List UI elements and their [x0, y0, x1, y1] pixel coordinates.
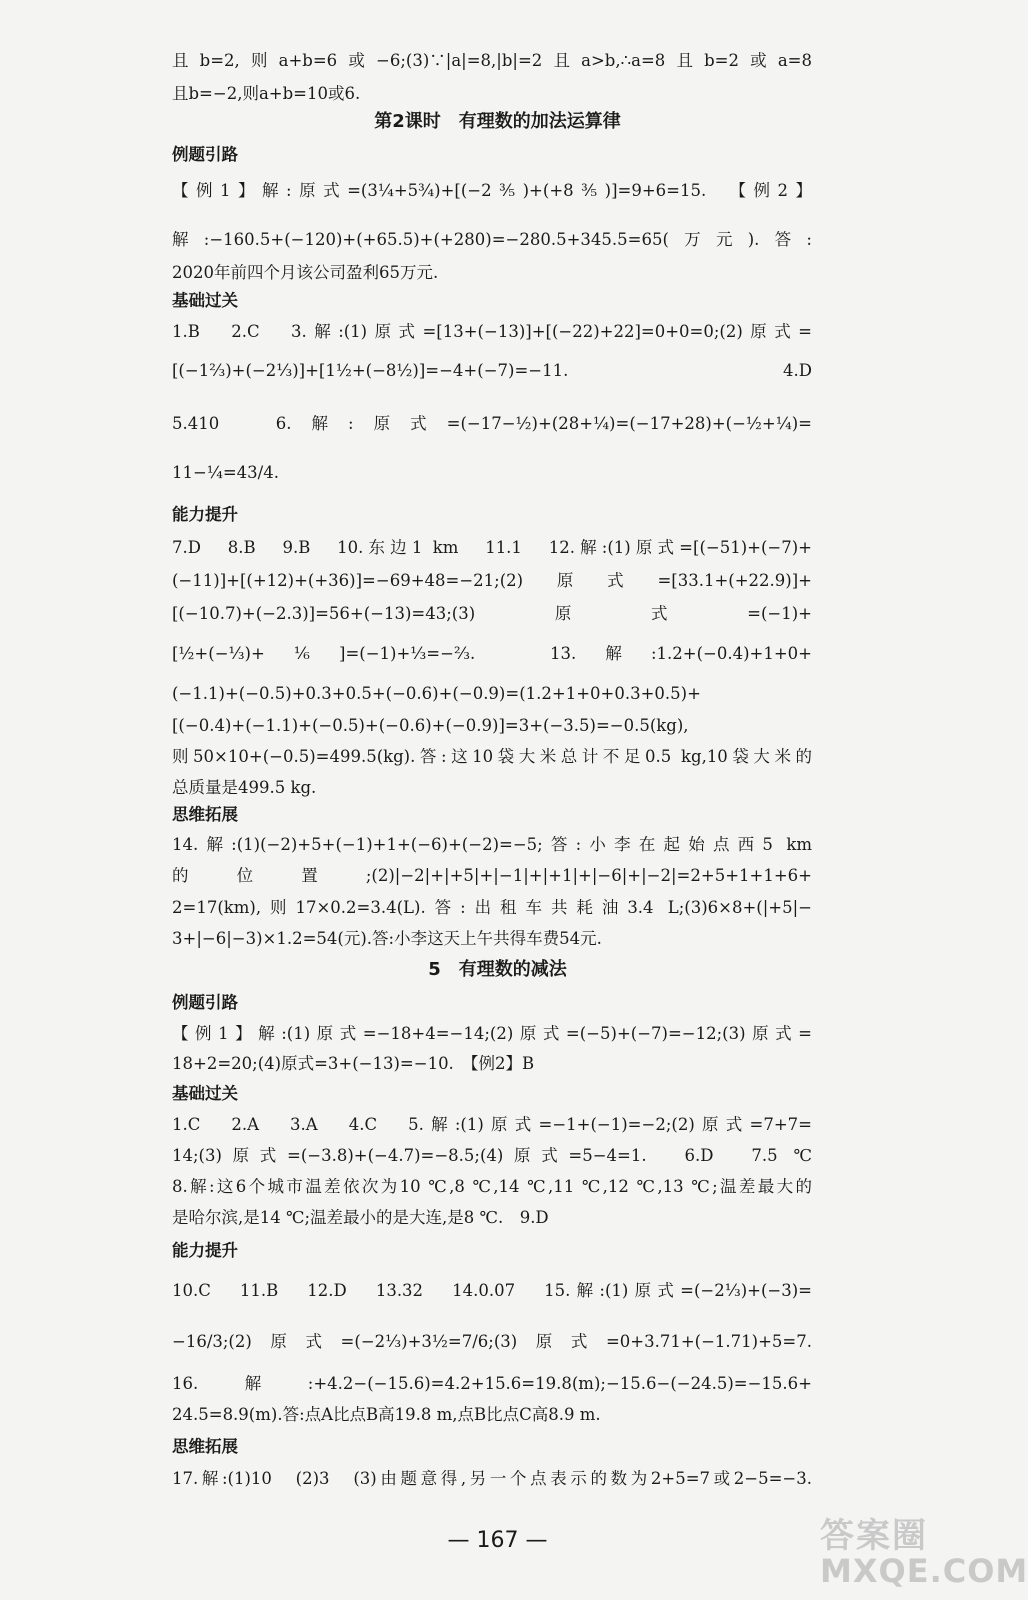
text-line: 5.410 6.解:原式=(−17−½)+(28+¼)=(−17+28)+(−½+¼)=	[172, 414, 812, 433]
text-line: 24.5=8.9(m).答:点A比点B高19.8 m,点B比点C高8.9 m.	[172, 1405, 601, 1424]
section-heading-ability: 能力提升	[172, 505, 238, 524]
text-line: [½+(−⅓)+⅙]=(−1)+⅓=−⅔. 13.解:1.2+(−0.4)+1+0+	[172, 644, 812, 663]
section-heading-ability: 能力提升	[172, 1241, 238, 1260]
text-line: 是哈尔滨,是14 ℃;温差最小的是大连,是8 ℃. 9.D	[172, 1208, 549, 1227]
section-heading-example: 例题引路	[172, 993, 238, 1012]
section-heading-example: 例题引路	[172, 145, 238, 164]
text-line: 1.B 2.C 3.解:(1)原式=[13+(−13)]+[(−22)+22]=0+0=0;(2)原式=	[172, 322, 812, 341]
text-line: 8.解:这6个城市温差依次为10 ℃,8 ℃,14 ℃,11 ℃,12 ℃,13 ℃;温差最大的	[172, 1177, 812, 1196]
text-line: 1.C 2.A 3.A 4.C 5.解:(1)原式=−1+(−1)=−2;(2)原式=7+7=	[172, 1115, 812, 1134]
text-line: 且b=2,则a+b=6或−6;(3)∵|a|=8,|b|=2且a>b,∴a=8且b=2或a=8	[172, 51, 812, 70]
text-line: 10.C 11.B 12.D 13.32 14.0.07 15.解:(1)原式=(−2⅓)+(−3)=	[172, 1281, 812, 1300]
text-line: 的位置;(2)|−2|+|+5|+|−1|+|+1|+|−6|+|−2|=2+5+1+1+6+	[172, 866, 812, 885]
text-line: 【例1】解:原式=(3¼+5¾)+[(−2⅗)+(+8⅗)]=9+6=15. 【例2】	[172, 181, 812, 200]
text-line: 总质量是499.5 kg.	[172, 778, 317, 797]
text-line: (−1.1)+(−0.5)+0.3+0.5+(−0.6)+(−0.9)=(1.2+1+0+0.3+0.5)+	[172, 684, 701, 703]
text-line: 解:−160.5+(−120)+(+65.5)+(+280)=−280.5+345.5=65(万元).答:	[172, 230, 812, 249]
watermark-logo	[820, 1508, 1028, 1594]
text-line: (−11)]+[(+12)+(+36)]=−69+48=−21;(2)原式=[33.1+(+22.9)]+	[172, 571, 812, 590]
section-title: 5 有理数的减法	[428, 959, 567, 980]
text-line: 3+|−6|−3)×1.2=54(元).答:小李这天上午共得车费54元.	[172, 929, 602, 948]
text-line: [(−0.4)+(−1.1)+(−0.5)+(−0.6)+(−0.9)]=3+(−3.5)=−0.5(kg),	[172, 716, 689, 735]
text-line: 2=17(km),则17×0.2=3.4(L).答:出租车共耗油3.4 L;(3)6×8+(|+5|−	[172, 898, 812, 917]
lesson-title: 第2课时 有理数的加法运算律	[374, 111, 621, 132]
text-line: 7.D 8.B 9.B 10.东边1 km 11.1 12.解:(1)原式=[(−51)+(−7)+	[172, 538, 812, 557]
text-line: 17.解:(1)10 (2)3 (3)由题意得,另一个点表示的数为2+5=7或2−5=−3.	[172, 1469, 812, 1488]
text-line: [(−1⅔)+(−2⅓)]+[1½+(−8½)]=−4+(−7)=−11. 4.D	[172, 361, 812, 380]
text-line: 11−¼=43/4.	[172, 463, 279, 482]
watermark-text: 答案圈	[820, 1516, 928, 1556]
text-line: 2020年前四个月该公司盈利65万元.	[172, 263, 439, 282]
text-line: 则50×10+(−0.5)=499.5(kg).答:这10袋大米总计不足0.5 kg,10袋大米的	[172, 747, 812, 766]
watermark-url: MXQE.COM	[820, 1552, 1028, 1590]
text-line: 且b=−2,则a+b=10或6.	[172, 84, 361, 103]
page-number: — 167 —	[447, 1528, 548, 1553]
section-heading-thinking: 思维拓展	[172, 1437, 238, 1456]
text-line: 【例1】解:(1)原式=−18+4=−14;(2)原式=(−5)+(−7)=−12;(3)原式=	[172, 1024, 812, 1043]
section-heading-basic: 基础过关	[172, 291, 238, 310]
text-line: 18+2=20;(4)原式=3+(−13)=−10. 【例2】B	[172, 1054, 535, 1073]
text-line: −16/3;(2)原式=(−2⅓)+3½=7/6;(3)原式=0+3.71+(−1.71)+5=7.	[172, 1332, 812, 1351]
text-line: 16.解:+4.2−(−15.6)=4.2+15.6=19.8(m);−15.6−(−24.5)=−15.6+	[172, 1374, 812, 1393]
text-line: 14.解:(1)(−2)+5+(−1)+1+(−6)+(−2)=−5;答:小李在起始点西5 km	[172, 835, 812, 854]
text-line: [(−10.7)+(−2.3)]=56+(−13)=43;(3)原式=(−1)+	[172, 604, 812, 623]
text-line: 14;(3)原式=(−3.8)+(−4.7)=−8.5;(4)原式=5−4=1. 6.D 7.5 ℃	[172, 1146, 812, 1165]
section-heading-thinking: 思维拓展	[172, 805, 238, 824]
section-heading-basic: 基础过关	[172, 1084, 238, 1103]
